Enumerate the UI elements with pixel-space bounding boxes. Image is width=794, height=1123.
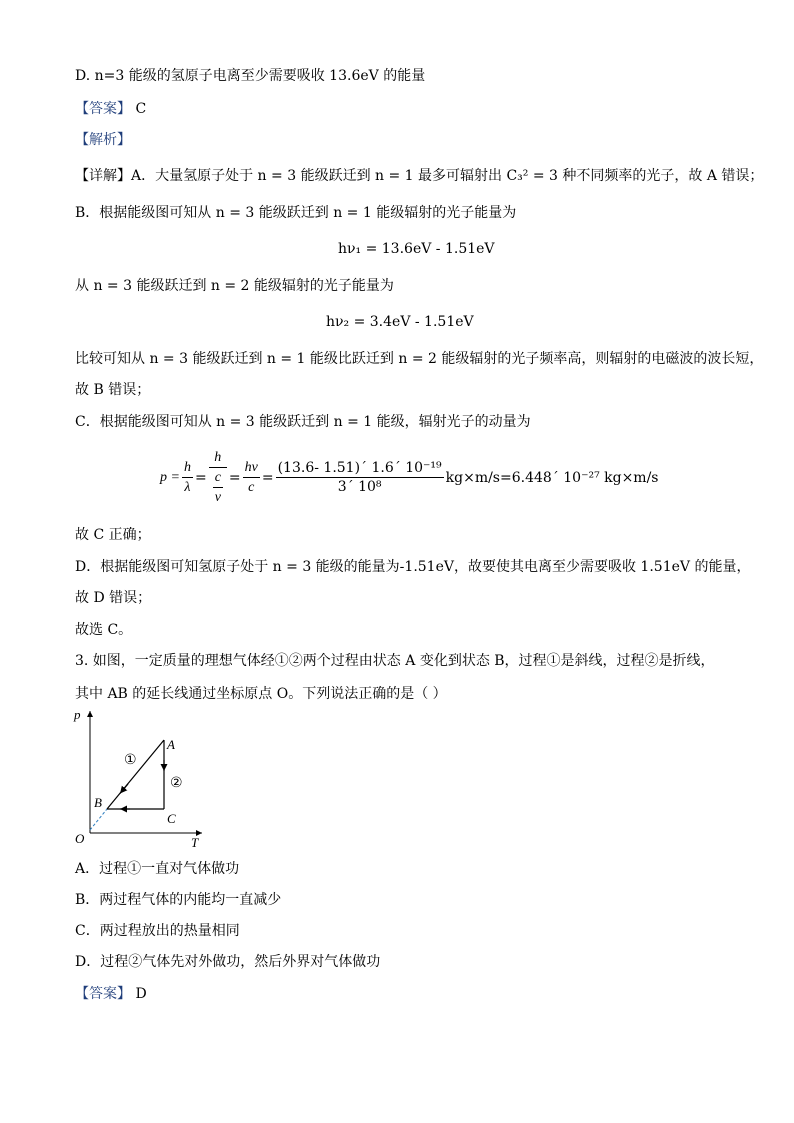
equation-1: hν₁ = 13.6eV - 1.51eV	[338, 241, 495, 257]
equation-2: hν₂ = 3.4eV - 1.51eV	[326, 314, 474, 330]
process-1-label: ①	[124, 752, 137, 768]
detail-b3: 比较可知从 n = 3 能级跃迁到 n = 1 能级比跃迁到 n = 2 能级辐射的光子频率高，则辐射的电磁波的波长短，	[75, 351, 764, 367]
q3-option-b: B．两过程气体的内能均一直减少	[75, 892, 282, 908]
process-1-arrow	[120, 784, 128, 794]
answer-tag: 【答案】	[75, 101, 131, 117]
detail-c1: C．根据能级图可知从 n = 3 能级跃迁到 n = 1 能级，辐射光子的动量为	[75, 414, 531, 430]
dashed-extension	[90, 809, 107, 830]
q3-stem-1: 3. 如图，一定质量的理想气体经①②两个过程由状态 A 变化到状态 B，过程①是斜线，过程②是折线，	[75, 653, 715, 669]
detail-d1: D．根据能级图可知氢原子处于 n = 3 能级的能量为-1.51eV，故要使其电离至少需要吸收 1.51eV 的能量，	[75, 559, 751, 575]
detail-b2: 从 n = 3 能级跃迁到 n = 2 能级辐射的光子能量为	[75, 278, 394, 294]
detail-a: A．大量氢原子处于 n = 3 能级跃迁到 n = 1 最多可辐射出 C₃² = 3 种不同频率的光子，故 A 错误；	[131, 168, 764, 184]
eq3-rhs: kg×m/s=6.448´ 10⁻²⁷ kg×m/s	[445, 469, 659, 486]
q3-answer-line	[75, 985, 147, 1003]
eq3-den: 3´ 10⁸	[337, 479, 382, 495]
detail-tag: 【详解】	[75, 168, 131, 184]
point-a-label: A	[167, 737, 175, 752]
q3-answer-tag: 【答案】	[75, 986, 131, 1002]
q3-answer-value: D	[135, 986, 147, 1002]
process-2-label: ②	[170, 775, 183, 791]
detail-a-line	[75, 167, 763, 185]
q3-option-a: A．过程①一直对气体做功	[75, 861, 240, 877]
eq3-main-frac	[276, 459, 444, 496]
eq3-frac-hnu-c: $\frac{h\nu}{c}$	[244, 460, 258, 495]
q3-option-d: D．过程②气体先对外做功，然后外界对气体做功	[75, 954, 381, 970]
eq3-frac-h-c-nu: $\frac{h}{\frac{c}{\nu}}$	[209, 448, 227, 507]
x-axis-label: T	[191, 835, 199, 850]
q3-stem-2: 其中 AB 的延长线通过坐标原点 O。下列说法正确的是（ ）	[75, 686, 447, 702]
eq3-lhs: p =	[160, 469, 180, 485]
eq3-frac-h-lambda: $\frac{h}{\lambda}$	[183, 460, 191, 495]
process-1-line	[107, 740, 164, 809]
optionD-prev: D. n=3 能级的氢原子电离至少需要吸收 13.6eV 的能量	[75, 68, 426, 84]
y-axis-label: p	[74, 707, 81, 722]
detail-d2: 故 D 错误；	[75, 590, 152, 606]
answer-line	[75, 100, 146, 118]
eq3-num: (13.6- 1.51)´ 1.6´ 10⁻¹⁹	[277, 460, 442, 476]
detail-c2: 故 C 正确；	[75, 527, 151, 543]
point-c-label: C	[167, 811, 176, 826]
answer-value: C	[135, 101, 147, 117]
conclusion: 故选 C。	[75, 622, 133, 638]
p-t-diagram	[70, 705, 210, 850]
detail-b1: B．根据能级图可知从 n = 3 能级跃迁到 n = 1 能级辐射的光子能量为	[75, 205, 517, 221]
origin-label: O	[75, 831, 85, 846]
q3-option-c: C．两过程放出的热量相同	[75, 923, 240, 939]
detail-b4: 故 B 错误；	[75, 382, 151, 398]
equation-3: p = $\frac{h}{\lambda}$ = $\frac{h}{\frac{c}{\nu}}$ = $\frac{h\nu}{c}$ = $\frac{\text{(13.6- 1.51)´ 1.6´ 10⁻¹⁹}}{\text{3´ 10⁸}}$ kg×m/s=6.448´ 10⁻²⁷ kg×m/s	[160, 450, 659, 505]
analysis-tag: 【解析】	[75, 132, 131, 148]
point-b-label: B	[94, 795, 102, 810]
